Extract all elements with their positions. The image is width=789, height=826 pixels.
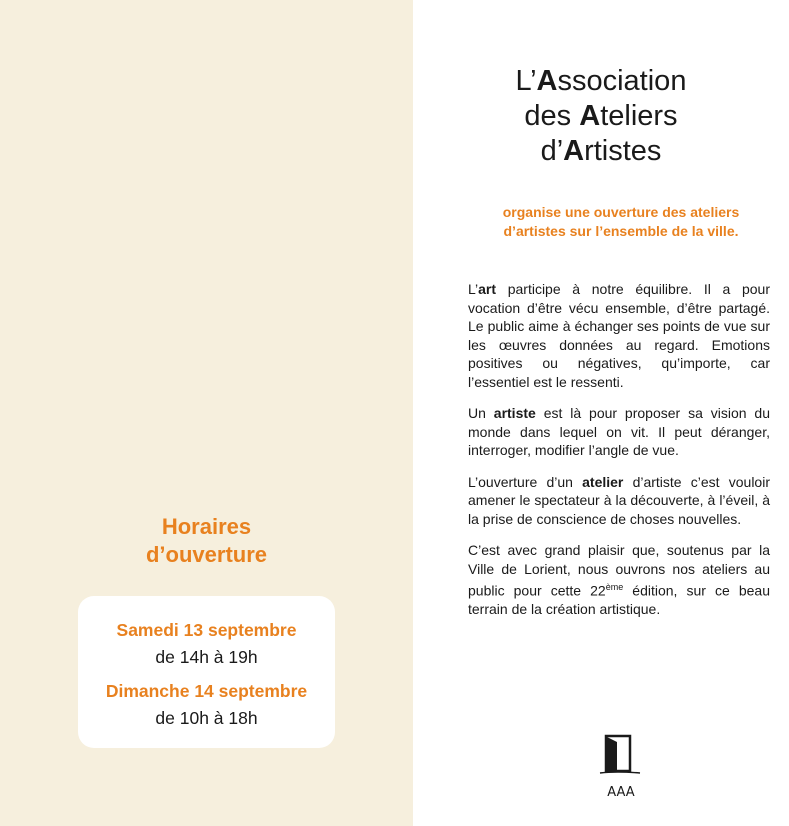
hours-title-line2: d’ouverture	[145, 542, 268, 567]
subtitle	[453, 203, 789, 241]
right-panel	[413, 0, 789, 826]
paragraph-atelier: L’ouverture d’un atelier d’artiste c’est vouloir amener le spectateur à la découverte, à l’éveil, à la prise de conscience de choses nouvelles.	[468, 473, 770, 527]
sunday-block	[78, 680, 335, 729]
association-title-line1: L’Association	[515, 65, 687, 97]
hours-card	[78, 596, 335, 748]
aaa-logo-text: AAA	[607, 785, 635, 800]
subtitle-line2: d’artistes sur l’ensemble de la ville.	[503, 223, 739, 239]
aaa-door-logo-icon-graphic	[596, 732, 646, 804]
paragraph-lorient: C’est avec grand plaisir que, soutenus par la Ville de Lorient, nous ouvrons nos ateliers au public pour cette 22ème édition, sur ce beau terrain de la création artistique.	[468, 542, 770, 618]
saturday-block	[78, 619, 335, 668]
aaa-door-logo-icon	[596, 732, 646, 804]
association-title-line2: des Ateliers	[524, 100, 678, 132]
sunday-time: de 10h à 18h	[155, 708, 258, 728]
subtitle-line1: organise une ouverture des ateliers	[502, 204, 740, 220]
association-title	[413, 64, 789, 169]
hours-title-line1: Horaires	[161, 514, 252, 539]
body-text	[468, 280, 770, 632]
saturday-time: de 14h à 19h	[155, 647, 258, 667]
sunday-label: Dimanche 14 septembre	[105, 681, 308, 701]
hours-title	[0, 513, 413, 569]
saturday-label: Samedi 13 septembre	[116, 620, 297, 640]
paragraph-artiste: Un artiste est là pour proposer sa vision du monde dans lequel on vit. Il peut déranger, interroger, modifier l’angle de vue.	[468, 405, 770, 458]
paragraph-art: L’art participe à notre équilibre. Il a pour vocation d’être vécu ensemble, d’être partagé. Le public aime à échanger ses points de vue sur les œuvres données au regard. Emotions positives ou négatives, qu’importe, car l’essentiel est le ressenti.	[468, 281, 770, 390]
association-title-line3: d’Artistes	[540, 135, 662, 167]
